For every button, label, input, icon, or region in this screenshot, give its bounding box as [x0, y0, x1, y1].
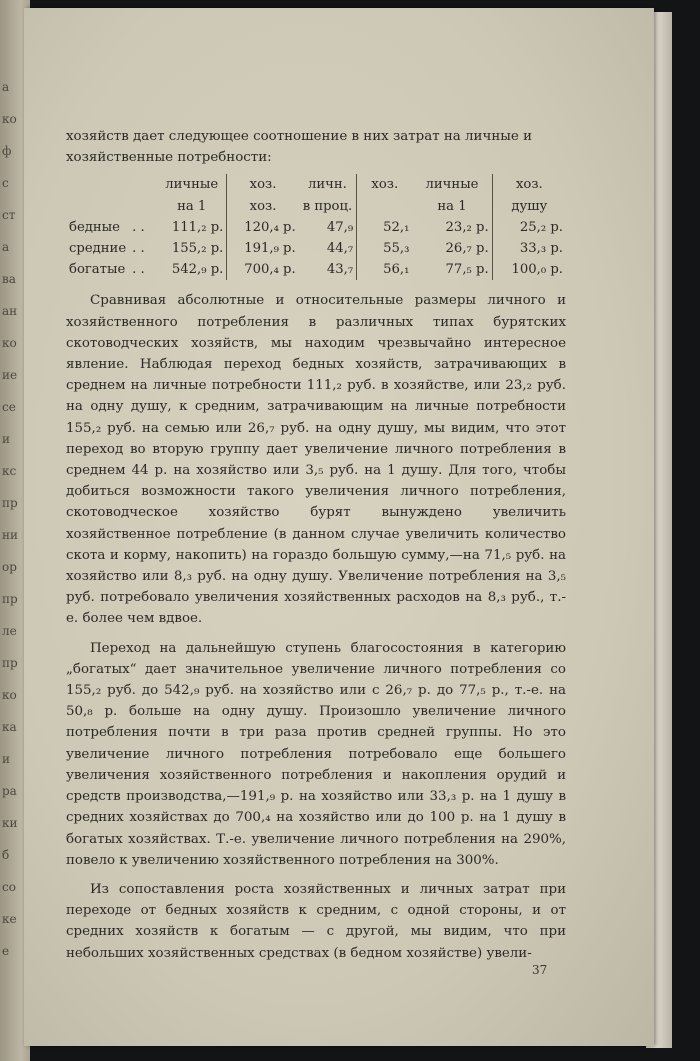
- left-page-fragment: ст: [2, 208, 16, 222]
- table-cell: 56,₁: [357, 259, 413, 280]
- left-page-fragment: кс: [2, 464, 17, 478]
- table-cell: 23,₂ р.: [445, 219, 489, 235]
- left-page-fragment: с: [2, 176, 9, 190]
- row-leader-dots: . .: [132, 241, 145, 257]
- table-header-cell: хоз.: [492, 174, 566, 195]
- table-cell: 542,₉ р.: [171, 262, 224, 278]
- left-page-fragment: пр: [2, 496, 18, 510]
- table-cell: 55,₃: [357, 238, 413, 259]
- row-label: бедные: [69, 219, 120, 235]
- left-page-fragment: се: [2, 400, 16, 414]
- row-label: средние: [69, 241, 127, 257]
- table-header-cell: хоз.: [357, 174, 413, 195]
- table-cell: 100,₀ р.: [492, 259, 566, 280]
- left-page-fragment: ко: [2, 336, 17, 350]
- table-row-poor: [66, 217, 566, 238]
- left-page-fragment: и: [2, 752, 10, 766]
- left-page-fragment: пр: [2, 592, 18, 606]
- table-header-cell: душу: [492, 196, 566, 217]
- table-cell: 43,₇: [326, 262, 354, 278]
- table-cell: 25,₂ р.: [492, 217, 566, 238]
- table-header-cell: личные: [165, 177, 219, 193]
- left-page-fragment: ни: [2, 528, 18, 542]
- book-page: [24, 8, 654, 1046]
- left-page-fragment: ва: [2, 272, 16, 286]
- table-header-cell: в проц.: [302, 198, 353, 214]
- table-header-cell: хоз.: [227, 196, 299, 217]
- left-page-fragment: ф: [2, 144, 12, 158]
- paragraph-3: Из сопоставления роста хозяйственных и личных затрат при переходе от бедных хозяйств к средним, с одной стороны, и от средних хозяйств к богатым — с другой, мы видим, что при небольших хозяйственных средствах (в бедном хозяйстве) увели-: [66, 881, 566, 961]
- row-leader-dots: . .: [132, 262, 145, 278]
- table-header-cell: на 1: [177, 198, 207, 214]
- table-cell: 155,₂ р.: [171, 241, 224, 257]
- left-page-fragment: ан: [2, 304, 18, 318]
- left-page-fragment: а: [2, 240, 10, 254]
- table-cell: 33,₃ р.: [492, 238, 566, 259]
- table-cell: 52,₁: [357, 217, 413, 238]
- left-page-fragment: ки: [2, 816, 18, 830]
- left-page-fragment: ко: [2, 112, 17, 126]
- left-page-fragment: ра: [2, 784, 17, 798]
- intro-line-1: хозяйств дает следующее соотношение в них затрат на личные и: [66, 129, 533, 144]
- left-page-fragment: ка: [2, 720, 17, 734]
- table-header-cell: [357, 196, 413, 217]
- table-header-cell: хоз.: [227, 174, 299, 195]
- table-header-cell: личные: [425, 177, 479, 193]
- table-cell: 700,₄ р.: [227, 259, 299, 280]
- table-cell: 191,₉ р.: [227, 238, 299, 259]
- left-page-fragment: со: [2, 880, 16, 894]
- table-cell: 77,₅ р.: [445, 262, 489, 278]
- table-cell: 26,₇ р.: [445, 241, 489, 257]
- table-header-row-1: [66, 174, 566, 195]
- table-row-middle: [66, 238, 566, 259]
- left-page-fragment: е: [2, 944, 10, 958]
- paragraph-1: Сравнивая абсолютные и относительные размеры личного и хозяйственного потребления в различных типах бурятских скотоводческих хозяйств, мы находим чрезвычайно интересное явление. Наблюдая переход бедных хозяйств, затрачивающих в среднем на личные потребности 111,₂ руб. в хозяйстве, или 23,₂ руб. на одну душу, к средним, затрачивающим на личные потребности 155,₂ руб. на семью или 26,₇ руб. на одну душу, мы видим, что этот переход во вторую группу дает увеличение личного потребления в среднем 44 р. на хозяйство или 3,₅ руб. на 1 душу. Для того, чтобы добиться возможности такого увеличения личного потребления, скотоводческое хозяйство бурят вынуждено увеличить хозяйственное потребление (в данном случае увеличить количество скота и корму, накопить) на гораздо большую сумму,—на 71,₅ руб. на хозяйство или 8,₃ руб. на одну душу. Увеличение потребления на 3,₅ руб. потребовало увеличения хозяйственных расходов на 8,₃ руб., т.-е. более чем вдвое.: [66, 293, 566, 627]
- row-label: богатые: [69, 262, 126, 278]
- left-page-fragment: ор: [2, 560, 17, 574]
- left-page-fragment: б: [2, 848, 10, 862]
- left-page-fragment: ке: [2, 912, 17, 926]
- table-header-cell: на 1: [437, 198, 467, 214]
- table-cell: 120,₄ р.: [227, 217, 299, 238]
- consumption-table: [66, 174, 566, 280]
- table-row-rich: [66, 259, 566, 280]
- row-leader-dots: . .: [132, 219, 145, 235]
- table-header-cell: личн.: [308, 177, 347, 193]
- table-cell: 44,₇: [326, 241, 354, 257]
- paragraph-2: Переход на дальнейшую ступень благосостояния в категорию „богатых“ дает значительное увеличение личного потребления со 155,₂ руб. до 542,₉ руб. на хозяйство или с 26,₇ р. до 77,₅ р., т.-е. на 50,₈ р. больше на одну душу. Произошло увеличение личного потребления почти в три раза против средней группы. Но это увеличение личного потребления потребовало еще большего увеличения хозяйственного потребления и накопления орудий и средств производства,—191,₉ р. на хозяйство или 33,₃ р. на 1 душу в средних хозяйствах до 700,₄ на хозяйство или до 100 р. на 1 душу в богатых хозяйствах. Т.-е. увеличение личного потребления на 290%, повело к увеличению хозяйственного потребления на 300%.: [66, 640, 566, 868]
- left-page-fragment: и: [2, 432, 10, 446]
- left-page-fragment: ко: [2, 688, 17, 702]
- table-cell: 47,₉: [326, 219, 354, 235]
- left-page-fragment: а: [2, 80, 10, 94]
- left-page-fragment: ле: [2, 624, 17, 638]
- table-header-row-2: [66, 196, 566, 217]
- page-text: [66, 126, 566, 964]
- left-page-fragment: пр: [2, 656, 18, 670]
- table-cell: 111,₂ р.: [171, 219, 224, 235]
- page-number: 37: [532, 963, 548, 977]
- intro-line-2: хозяйственные потребности:: [66, 150, 272, 166]
- left-page-fragment: ие: [2, 368, 18, 382]
